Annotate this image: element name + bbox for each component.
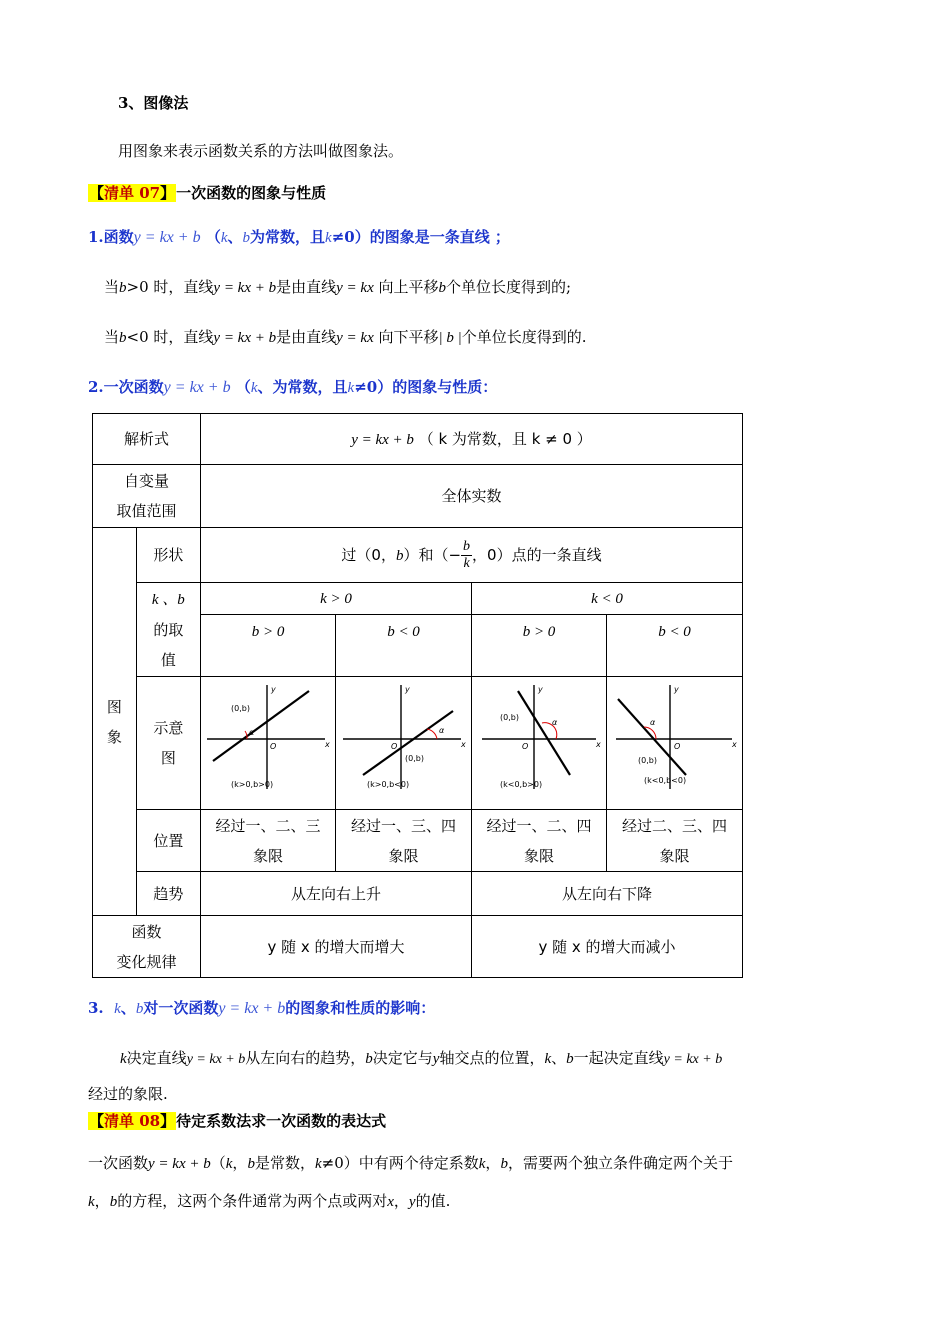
row-label-domain: 自变量 取值范围 [93, 465, 201, 528]
diagram-cell-4 [607, 677, 743, 810]
point-label: (0,b) [231, 704, 250, 713]
row-label-formula: 解析式 [93, 414, 201, 465]
alpha-label: α [438, 726, 444, 735]
row-label-diagram: 示意 图 [136, 677, 200, 810]
list07-heading [88, 182, 326, 204]
k-negative-header: k < 0 [472, 583, 743, 615]
diagram-caption: (k<0,b>0) [500, 780, 543, 789]
list08-title: 待定系数法求一次函数的表达式 [176, 1112, 387, 1130]
function-line [213, 691, 309, 761]
b-case-3: b > 0 [472, 615, 607, 677]
section-description: 用图象来表示函数关系的方法叫做图象法。 [118, 142, 404, 160]
intercept-fraction: $\frac{b}{k}$ [463, 538, 471, 571]
shape-cell: 过（0，b）和（− $\frac{b}{k}$ ，0）点的一条直线 [201, 528, 743, 583]
b-case-4: b < 0 [607, 615, 743, 677]
change-down-cell: y 随 x 的增大而减小 [472, 916, 743, 978]
trend-up-cell: 从左向右上升 [201, 872, 472, 916]
row-label-position: 位置 [136, 810, 200, 872]
section-heading: 3、图像法 [118, 94, 189, 112]
diagram-cell-3 [472, 677, 607, 810]
point1-case-positive: 当b>0 时，直线y = kx + b是由直线y = kx 向上平移b个单位长度得到的; [104, 278, 572, 296]
domain-cell: 全体实数 [201, 465, 743, 528]
point2-line: 2.一次函数y = kx + b （k、为常数，且k≠0）的图象与性质： [88, 378, 498, 396]
b-case-2: b < 0 [336, 615, 472, 677]
point3-explanation-cont: 经过的象限. [88, 1085, 168, 1103]
properties-table [92, 413, 743, 978]
point4-line-cont: k，b的方程，这两个条件通常为两个点或两对x，y的值. [88, 1192, 451, 1210]
origin-label: O [522, 742, 529, 751]
graph-group-label: 图 象 [93, 528, 137, 916]
b-case-1: b > 0 [201, 615, 336, 677]
point3-explanation: k决定直线y = kx + b从左向右的趋势，b决定它与y轴交点的位置，k、b一起决定直线y = kx + b [120, 1049, 723, 1067]
position-cell-1: 经过一、二、三 象限 [201, 810, 336, 872]
diagram-caption: (k<0,b<0) [643, 776, 686, 785]
row-label-trend: 趋势 [136, 872, 200, 916]
x-axis-label: x [731, 740, 737, 749]
function-line [518, 691, 570, 775]
x-axis-label: x [325, 740, 330, 749]
row-label-kb: k 、b 的取 值 [136, 583, 200, 677]
change-up-cell: y 随 x 的增大而增大 [201, 916, 472, 978]
y-axis-label: y [404, 685, 410, 694]
list08-heading [88, 1110, 386, 1132]
position-cell-4: 经过二、三、四 象限 [607, 810, 743, 872]
diagram-caption: (k>0,b>0) [231, 780, 274, 789]
trend-down-cell: 从左向右下降 [472, 872, 743, 916]
point1-case-negative: 当b<0 时，直线y = kx + b是由直线y = kx 向下平移| b |个单位长度得到的. [104, 328, 587, 346]
origin-label: O [673, 742, 680, 751]
diagram-caption: (k>0,b<0) [366, 780, 409, 789]
point1-line: 1.函数y = kx + b （k、b为常数，且k≠0）的图象是一条直线 ； [88, 228, 510, 246]
point3-line: 3. k、b对一次函数y = kx + b的图象和性质的影响： [88, 999, 436, 1017]
x-axis-label: x [460, 740, 466, 749]
row-label-change: 函数 变化规律 [93, 916, 201, 978]
diagram-k-neg-b-neg [608, 677, 742, 799]
point4-line: 一次函数y = kx + b（k，b是常数，k≠0）中有两个待定系数k，b，需要两个独立条件确定两个关于 [88, 1154, 733, 1172]
diagram-k-pos-b-pos [201, 677, 335, 799]
origin-label: O [270, 742, 277, 751]
function-line [363, 711, 453, 775]
diagram-cell-2 [336, 677, 472, 810]
diagram-k-pos-b-neg [337, 677, 471, 799]
alpha-label: α [249, 728, 255, 737]
diagram-cell-1 [201, 677, 336, 810]
y-axis-label: y [673, 685, 679, 694]
alpha-label: α [552, 718, 558, 727]
k-positive-header: k > 0 [201, 583, 472, 615]
point-label: (0,b) [637, 756, 657, 765]
point-label: (0,b) [404, 754, 424, 763]
point-label: (0,b) [500, 713, 519, 722]
formula-cell: y = kx + b （ k 为常数，且 k ≠ 0 ） [201, 414, 743, 465]
angle-arc [427, 729, 437, 739]
row-label-shape: 形状 [136, 528, 200, 583]
diagram-k-neg-b-pos [472, 677, 606, 799]
list07-title: 一次函数的图象与性质 [176, 184, 327, 202]
list07-tag: 【清单 07】 [89, 184, 176, 202]
alpha-label: α [649, 718, 655, 727]
origin-label: O [390, 742, 397, 751]
list08-tag: 【清单 08】 [89, 1112, 176, 1130]
position-cell-2: 经过一、三、四 象限 [336, 810, 472, 872]
y-axis-label: y [271, 685, 276, 694]
position-cell-3: 经过一、二、四 象限 [472, 810, 607, 872]
y-axis-label: y [538, 685, 543, 694]
x-axis-label: x [596, 740, 601, 749]
